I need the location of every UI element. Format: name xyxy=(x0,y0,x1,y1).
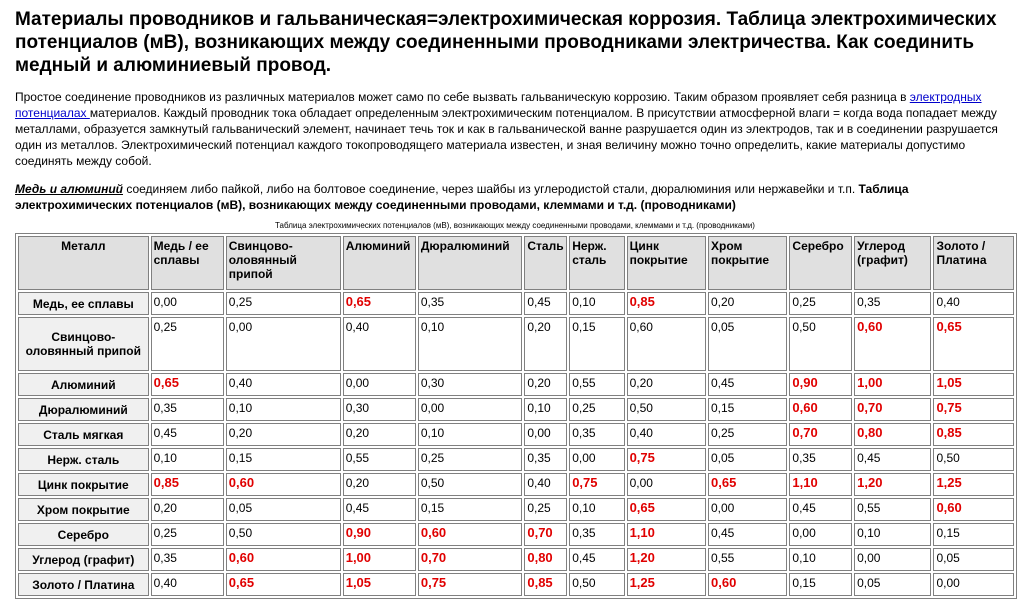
table-caption: Таблица электрохимических потенциалов (мВ), возникающих между соединенными проводами, клеммами и т.д. (проводниками) xyxy=(275,221,755,230)
table-cell: 0,55 xyxy=(343,448,416,471)
table-cell: 0,40 xyxy=(343,317,416,371)
table-cell: 0,60 xyxy=(789,398,852,421)
table-cell: 0,50 xyxy=(418,473,523,496)
column-header: Золото / Платина xyxy=(933,236,1014,290)
table-cell: 0,20 xyxy=(524,373,567,396)
table-cell: 0,45 xyxy=(708,373,787,396)
intro-text-start: Простое соединение проводников из различных материалов может само по себе вызвать гальваническую коррозию. Таким образом проявляет себя разница в xyxy=(15,90,910,104)
table-cell: 0,15 xyxy=(418,498,523,521)
table-cell: 0,40 xyxy=(151,573,224,596)
table-cell: 0,35 xyxy=(569,523,624,546)
table-cell: 0,55 xyxy=(569,373,624,396)
column-header: Цинк покрытие xyxy=(627,236,706,290)
table-cell: 0,40 xyxy=(524,473,567,496)
table-cell: 0,75 xyxy=(933,398,1014,421)
table-cell: 0,30 xyxy=(418,373,523,396)
table-cell: 0,65 xyxy=(151,373,224,396)
table-cell: 0,60 xyxy=(627,317,706,371)
row-header: Свинцово-оловянный припой xyxy=(18,317,149,371)
table-cell: 0,25 xyxy=(418,448,523,471)
table-cell: 0,85 xyxy=(151,473,224,496)
electrode-potentials-link[interactable]: электродных потенциалах xyxy=(15,90,982,120)
table-cell: 0,00 xyxy=(933,573,1014,596)
row-header: Дюралюминий xyxy=(18,398,149,421)
table-cell: 1,05 xyxy=(343,573,416,596)
table-row xyxy=(18,423,1014,446)
table-cell: 0,25 xyxy=(789,292,852,315)
table-row xyxy=(18,523,1014,546)
row-header: Углерод (графит) xyxy=(18,548,149,571)
table-cell: 0,60 xyxy=(854,317,931,371)
column-header: Сталь xyxy=(524,236,567,290)
table-cell: 0,20 xyxy=(708,292,787,315)
table-cell: 0,75 xyxy=(569,473,624,496)
table-cell: 0,25 xyxy=(151,317,224,371)
table-cell: 0,10 xyxy=(569,498,624,521)
table-cell: 0,50 xyxy=(789,317,852,371)
table-cell: 0,45 xyxy=(854,448,931,471)
table-cell: 0,20 xyxy=(343,423,416,446)
table-cell: 1,00 xyxy=(854,373,931,396)
table-cell: 1,10 xyxy=(789,473,852,496)
table-cell: 0,00 xyxy=(343,373,416,396)
row-header: Нерж. сталь xyxy=(18,448,149,471)
table-cell: 0,30 xyxy=(343,398,416,421)
table-cell: 0,10 xyxy=(569,292,624,315)
table-cell: 0,00 xyxy=(418,398,523,421)
table-cell: 0,55 xyxy=(854,498,931,521)
table-cell: 0,05 xyxy=(708,317,787,371)
table-cell: 0,15 xyxy=(708,398,787,421)
table-cell: 0,45 xyxy=(708,523,787,546)
table-cell: 0,65 xyxy=(627,498,706,521)
table-cell: 0,90 xyxy=(343,523,416,546)
potentials-table xyxy=(15,233,1017,599)
table-cell: 0,35 xyxy=(418,292,523,315)
table-row xyxy=(18,473,1014,496)
table-cell: 0,70 xyxy=(524,523,567,546)
page-title: Материалы проводников и гальваническая=электрохимическая коррозия. Таблица электрохимических потенциалов (мВ), возникающих между соединенными проводниками электричества. Как соединить медный и алюминиевый провод. xyxy=(15,9,997,76)
column-header: Нерж. сталь xyxy=(569,236,624,290)
table-cell: 0,00 xyxy=(789,523,852,546)
table-cell: 0,85 xyxy=(524,573,567,596)
table-cell: 0,35 xyxy=(854,292,931,315)
table-cell: 0,10 xyxy=(789,548,852,571)
lead-emphasis: Медь и алюминий xyxy=(15,182,123,196)
table-cell: 0,25 xyxy=(569,398,624,421)
table-cell: 0,75 xyxy=(627,448,706,471)
table-cell: 0,65 xyxy=(226,573,341,596)
table-row xyxy=(18,548,1014,571)
table-cell: 0,10 xyxy=(151,448,224,471)
table-row xyxy=(18,498,1014,521)
table-cell: 0,00 xyxy=(524,423,567,446)
table-cell: 0,10 xyxy=(226,398,341,421)
table-cell: 0,75 xyxy=(418,573,523,596)
table-cell: 0,60 xyxy=(708,573,787,596)
table-cell: 0,65 xyxy=(933,317,1014,371)
table-cell: 0,50 xyxy=(226,523,341,546)
table-cell: 0,20 xyxy=(627,373,706,396)
table-cell: 0,35 xyxy=(151,398,224,421)
intro-text-end: материалов. Каждый проводник тока обладает определенным электрохимическим потенциалом. В присутствии атмосферной влаги = когда вода попадает между металлами, образуется замкнутый гальванический элемент, начинает течь ток и как в гальванической ванне разрушается один из электродов, так и в соединении разрушается один из металлов. Электрохимический потенциал каждого токопроводящего материала известен, и зная величину можно точно определить, какие материалы допустимо соединять между собой. xyxy=(15,106,998,168)
table-cell: 0,25 xyxy=(524,498,567,521)
row-header: Золото / Платина xyxy=(18,573,149,596)
table-cell: 1,05 xyxy=(933,373,1014,396)
table-cell: 0,00 xyxy=(627,473,706,496)
table-cell: 1,10 xyxy=(627,523,706,546)
table-cell: 0,15 xyxy=(789,573,852,596)
table-cell: 0,15 xyxy=(569,317,624,371)
table-cell: 0,40 xyxy=(226,373,341,396)
table-cell: 0,40 xyxy=(933,292,1014,315)
table-cell: 0,90 xyxy=(789,373,852,396)
table-cell: 0,60 xyxy=(226,548,341,571)
row-header: Медь, ее сплавы xyxy=(18,292,149,315)
table-cell: 0,35 xyxy=(569,423,624,446)
article xyxy=(15,8,1015,599)
row-header: Хром покрытие xyxy=(18,498,149,521)
column-header: Хром покрытие xyxy=(708,236,787,290)
table-cell: 0,65 xyxy=(343,292,416,315)
row-header: Алюминий xyxy=(18,373,149,396)
table-cell: 0,35 xyxy=(789,448,852,471)
table-cell: 0,10 xyxy=(418,317,523,371)
table-cell: 0,05 xyxy=(226,498,341,521)
intro-paragraph xyxy=(15,89,1015,169)
table-cell: 0,35 xyxy=(524,448,567,471)
table-cell: 0,20 xyxy=(226,423,341,446)
lead-paragraph xyxy=(15,181,1015,213)
table-cell: 0,10 xyxy=(524,398,567,421)
table-cell: 0,50 xyxy=(933,448,1014,471)
table-cell: 0,55 xyxy=(708,548,787,571)
table-row xyxy=(18,398,1014,421)
table-cell: 0,45 xyxy=(343,498,416,521)
header-corner: Металл xyxy=(18,236,149,290)
lead-bold: Таблица электрохимических потенциалов (мВ), возникающих между соединенными проводами, клеммами и т.д. (проводниками) xyxy=(15,182,909,212)
table-cell: 1,25 xyxy=(933,473,1014,496)
table-cell: 0,45 xyxy=(789,498,852,521)
table-row xyxy=(18,292,1014,315)
table-body xyxy=(18,292,1014,596)
table-cell: 0,70 xyxy=(789,423,852,446)
table-cell: 0,20 xyxy=(151,498,224,521)
table-cell: 0,25 xyxy=(151,523,224,546)
table-row xyxy=(18,573,1014,596)
table-cell: 0,00 xyxy=(569,448,624,471)
table-cell: 0,45 xyxy=(151,423,224,446)
table-cell: 0,65 xyxy=(708,473,787,496)
table-cell: 1,25 xyxy=(627,573,706,596)
table-cell: 0,85 xyxy=(933,423,1014,446)
table-cell: 0,70 xyxy=(854,398,931,421)
table-cell: 0,25 xyxy=(226,292,341,315)
table-cell: 0,00 xyxy=(226,317,341,371)
table-cell: 0,35 xyxy=(151,548,224,571)
row-header: Серебро xyxy=(18,523,149,546)
table-cell: 0,10 xyxy=(418,423,523,446)
table-cell: 0,45 xyxy=(569,548,624,571)
table-cell: 1,20 xyxy=(627,548,706,571)
table-cell: 0,05 xyxy=(933,548,1014,571)
column-header: Серебро xyxy=(789,236,852,290)
table-cell: 0,50 xyxy=(569,573,624,596)
table-cell: 0,00 xyxy=(151,292,224,315)
table-cell: 0,00 xyxy=(854,548,931,571)
table-cell: 0,45 xyxy=(524,292,567,315)
column-header: Углерод (графит) xyxy=(854,236,931,290)
table-cell: 0,60 xyxy=(226,473,341,496)
column-header: Дюралюминий xyxy=(418,236,523,290)
column-header: Медь / ее сплавы xyxy=(151,236,224,290)
table-cell: 0,20 xyxy=(524,317,567,371)
table-cell: 0,40 xyxy=(627,423,706,446)
table-cell: 0,20 xyxy=(343,473,416,496)
table-cell: 0,80 xyxy=(524,548,567,571)
table-cell: 1,00 xyxy=(343,548,416,571)
table-cell: 0,05 xyxy=(854,573,931,596)
table-cell: 0,60 xyxy=(933,498,1014,521)
table-row xyxy=(18,448,1014,471)
table-cell: 0,00 xyxy=(708,498,787,521)
table-cell: 0,85 xyxy=(627,292,706,315)
table-cell: 0,15 xyxy=(226,448,341,471)
table-cell: 0,10 xyxy=(854,523,931,546)
lead-text: соединяем либо пайкой, либо на болтовое соединение, через шайбы из углеродистой стали, дюралюминия или нержавейки и т.п. xyxy=(122,182,859,196)
column-header: Алюминий xyxy=(343,236,416,290)
row-header: Сталь мягкая xyxy=(18,423,149,446)
row-header: Цинк покрытие xyxy=(18,473,149,496)
table-cell: 0,15 xyxy=(933,523,1014,546)
table-row xyxy=(18,373,1014,396)
table-cell: 0,50 xyxy=(627,398,706,421)
table-cell: 0,25 xyxy=(708,423,787,446)
table-cell: 0,60 xyxy=(418,523,523,546)
table-cell: 0,05 xyxy=(708,448,787,471)
column-header: Свинцово-оловянный припой xyxy=(226,236,341,290)
table-header-row xyxy=(18,236,1014,290)
table-row xyxy=(18,317,1014,371)
table-cell: 0,80 xyxy=(854,423,931,446)
table-cell: 1,20 xyxy=(854,473,931,496)
table-cell: 0,70 xyxy=(418,548,523,571)
